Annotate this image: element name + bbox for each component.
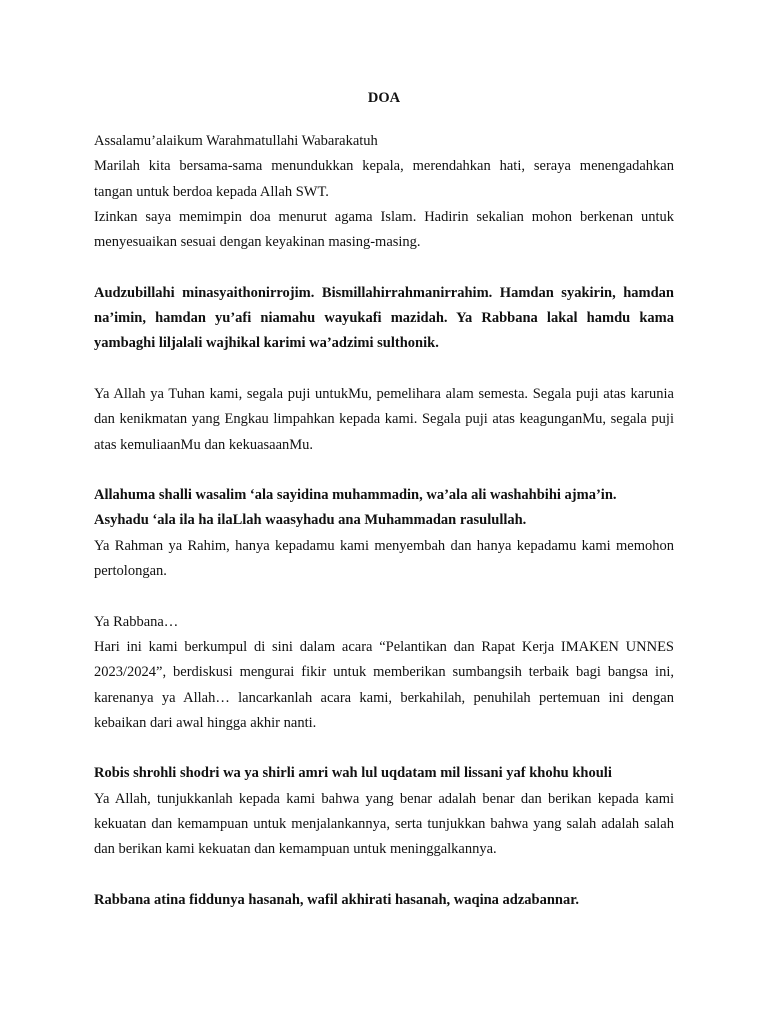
guidance-paragraph: Ya Allah, tunjukkanlah kepada kami bahwa yang benar adalah benar dan berikan kepada kami kekuatan dan kemampuan untuk menjalankannya, serta tunjukkan bahwa yang salah adalah salah dan berikan kami kekuatan dan kemampuan untuk meninggalkannya. [94, 790, 674, 858]
closing-prayer-line: Rabbana atina fiddunya hasanah, wafil akhirati hasanah, waqina adzabannar. [94, 891, 579, 908]
syahadat-line: Asyhadu ‘ala ila ha ilaLlah waasyhadu ana Muhammadan rasulullah. [94, 512, 527, 529]
supplication-paragraph: Ya Rahman ya Rahim, hanya kepadamu kami menyembah dan hanya kepadamu kami memohon pertolongan. [94, 537, 674, 580]
document-title: DOA [367, 90, 401, 106]
greeting-paragraph: Assalamu’alaikum Warahmatullahi Wabarakatuh [94, 133, 378, 149]
ya-rabbana-line: Ya Rabbana… [94, 613, 179, 630]
paragraph-spacer [94, 584, 674, 609]
opening-prayer-arabic: Audzubillahi minasyaithonirrojim. Bismillahirrahmanirrahim. Hamdan syakirin, hamdan na’imin, hamdan yu’afi niamahu wayukafi mazidah. Ya Rabbana lakal hamdu kama yambaghi liljalali wajhikal karimi wa’adzimi sulthonik. [94, 284, 674, 352]
paragraph-spacer [94, 458, 674, 483]
paragraph-spacer [94, 357, 674, 382]
robis-prayer-line: Robis shrohli shodri wa ya shirli amri wah lul uqdatam mil lissani yaf khohu khouli [94, 765, 612, 782]
paragraph-spacer [94, 736, 674, 761]
paragraph-spacer [94, 863, 674, 888]
permission-paragraph: Izinkan saya memimpin doa menurut agama Islam. Hadirin sekalian mohon berkenan untuk menyesuaikan sesuai dengan keyakinan masing-masing. [94, 208, 674, 251]
praise-paragraph: Ya Allah ya Tuhan kami, segala puji untukMu, pemelihara alam semesta. Segala puji atas karunia dan kenikmatan yang Engkau limpahkan kepada kami. Segala puji atas keagunganMu, segala puji atas kemuliaanMu dan kekuasaanMu. [94, 385, 674, 453]
invitation-paragraph: Marilah kita bersama-sama menundukkan kepala, merendahkan hati, seraya menengadahkan tangan untuk berdoa kepada Allah SWT. [94, 158, 674, 200]
document-page [94, 86, 674, 913]
paragraph-spacer [94, 255, 674, 280]
shalawat-line: Allahuma shalli wasalim ‘ala sayidina muhammadin, wa’ala ali washahbihi ajma’in. [94, 487, 617, 504]
event-paragraph: Hari ini kami berkumpul di sini dalam acara “Pelantikan dan Rapat Kerja IMAKEN UNNES 2023/2024”, berdiskusi mengurai fikir untuk memberikan sumbangsih terbaik bagi bangsa ini, karenanya ya Allah… lancarkanlah acara kami, berkahilah, penuhilah pertemuan ini dengan kebaikan dari awal hingga akhir nanti. [94, 638, 674, 731]
